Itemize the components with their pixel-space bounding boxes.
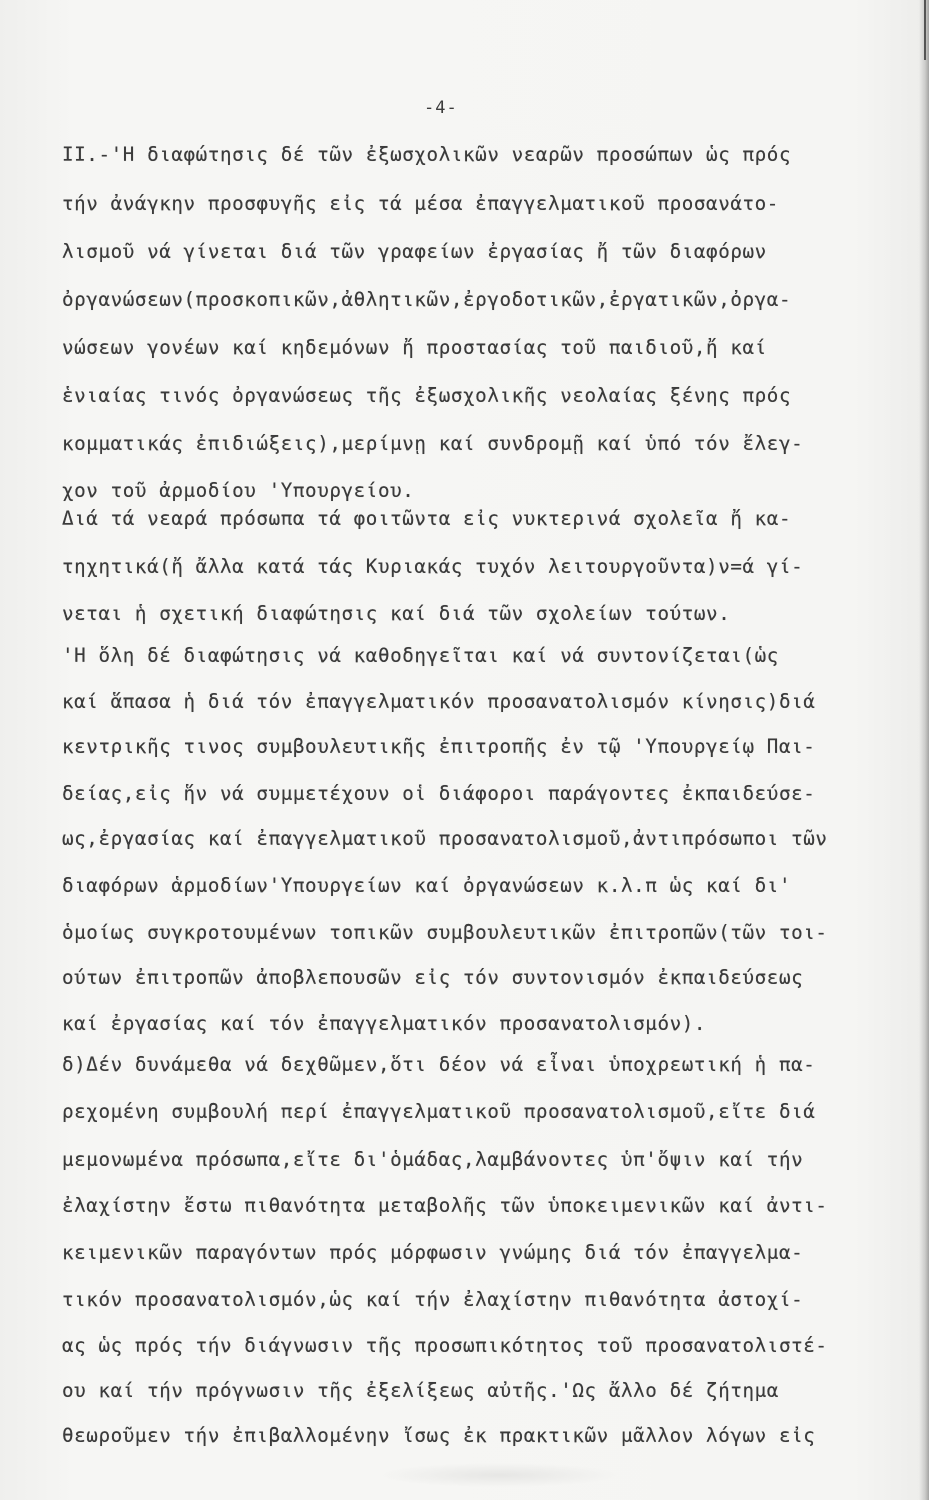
text-line-9: Διά τά νεαρά πρόσωπα τά φοιτῶντα εἰς νυκτερινά σχολεῖα ἤ κα- <box>62 507 792 530</box>
bottom-smudge <box>380 1463 620 1487</box>
text-line-21: δ)Δέν δυνάμεθα νά δεχθῶμεν,ὅτι δέον νά εἶναι ὑποχρεωτική ἡ πα- <box>62 1053 816 1076</box>
text-line-25: κειμενικῶν παραγόντων πρός μόρφωσιν γνώμης διά τόν ἐπαγγελμα- <box>62 1241 804 1264</box>
text-line-13: καί ἅπασα ἡ διά τόν ἐπαγγελματικόν προσανατολισμόν κίνησις)διά <box>62 690 816 713</box>
text-line-5: νώσεων γονέων καί κηδεμόνων ἤ προστασίας τοῦ παιδιοῦ,ἤ καί <box>62 336 767 359</box>
text-line-10: τηχητικά(ἤ ἄλλα κατά τάς Κυριακάς τυχόν λειτουργοῦντα)ν=ά γί- <box>62 555 804 578</box>
text-line-24: ἐλαχίστην ἔστω πιθανότητα μεταβολῆς τῶν ὑποκειμενικῶν καί ἀντι- <box>62 1194 828 1217</box>
text-line-17: διαφόρων ἁρμοδίων'Υπουργείων καί ὀργανώσεων κ.λ.π ὡς καί δι' <box>62 874 792 897</box>
text-line-16: ως,ἐργασίας καί ἐπαγγελματικοῦ προσανατολισμοῦ,ἀντιπρόσωποι τῶν <box>62 827 828 850</box>
text-line-19: ούτων ἐπιτροπῶν ἀποβλεπουσῶν εἰς τόν συντονισμόν ἐκπαιδεύσεως <box>62 966 804 989</box>
text-line-20: καί ἐργασίας καί τόν ἐπαγγελματικόν προσανατολισμόν). <box>62 1012 707 1035</box>
text-line-29: θεωροῦμεν τήν ἐπιβαλλομένην ἴσως ἐκ πρακτικῶν μᾶλλον λόγων εἰς <box>62 1424 816 1447</box>
text-line-18: ὁμοίως συγκροτουμένων τοπικῶν συμβουλευτικῶν ἐπιτροπῶν(τῶν τοι- <box>62 921 828 944</box>
text-line-2: τήν ἀνάγκην προσφυγῆς εἰς τά μέσα ἐπαγγελματικοῦ προσανάτο- <box>62 192 779 215</box>
text-line-22: ρεχομένη συμβουλή περί ἐπαγγελματικοῦ προσανατολισμοῦ,εἴτε διά <box>62 1100 816 1123</box>
text-line-4: ὀργανώσεων(προσκοπικῶν,ἀθλητικῶν,ἐργοδοτικῶν,ἐργατικῶν,ὀργα- <box>62 288 792 311</box>
page-edge-mark <box>924 0 926 60</box>
text-line-1: ΙΙ.-'Η διαφώτησις δέ τῶν ἐξωσχολικῶν νεαρῶν προσώπων ὡς πρός <box>62 143 792 166</box>
text-line-6: ἑνιαίας τινός ὀργανώσεως τῆς ἐξωσχολικῆς νεολαίας ξένης πρός <box>62 384 792 407</box>
text-line-12: 'Η ὅλη δέ διαφώτησις νά καθοδηγεῖται καί νά συντονίζεται(ὡς <box>62 644 779 667</box>
text-line-15: δείας,εἰς ἥν νά συμμετέχουν οἱ διάφοροι παράγοντες ἐκπαιδεύσε- <box>62 782 816 805</box>
text-line-28: ου καί τήν πρόγνωσιν τῆς ἐξελίξεως αὐτῆς.'Ως ἄλλο δέ ζήτημα <box>62 1379 779 1402</box>
text-line-26: τικόν προσανατολισμόν,ὡς καί τήν ἐλαχίστην πιθανότητα ἀστοχί- <box>62 1288 804 1311</box>
text-line-3: λισμοῦ νά γίνεται διά τῶν γραφείων ἐργασίας ἤ τῶν διαφόρων <box>62 240 767 263</box>
text-line-11: νεται ἡ σχετική διαφώτησις καί διά τῶν σχολείων τούτων. <box>62 602 731 625</box>
text-line-14: κεντρικῆς τινος συμβουλευτικῆς ἐπιτροπῆς ἐν τῷ 'Υπουργείῳ Παι- <box>62 735 816 758</box>
text-line-23: μεμονωμένα πρόσωπα,εἴτε δι'ὁμάδας,λαμβάνοντες ὑπ'ὄψιν καί τήν <box>62 1148 804 1171</box>
text-line-8: χον τοῦ ἀρμοδίου 'Υπουργείου. <box>62 479 415 502</box>
text-line-7: κομματικάς ἐπιδιώξεις),μερίμνῃ καί συνδρομῇ καί ὑπό τόν ἔλεγ- <box>62 432 804 455</box>
text-line-27: ας ὡς πρός τήν διάγνωσιν τῆς προσωπικότητος τοῦ προσανατολιστέ- <box>62 1334 828 1357</box>
page-number: -4- <box>424 98 458 118</box>
